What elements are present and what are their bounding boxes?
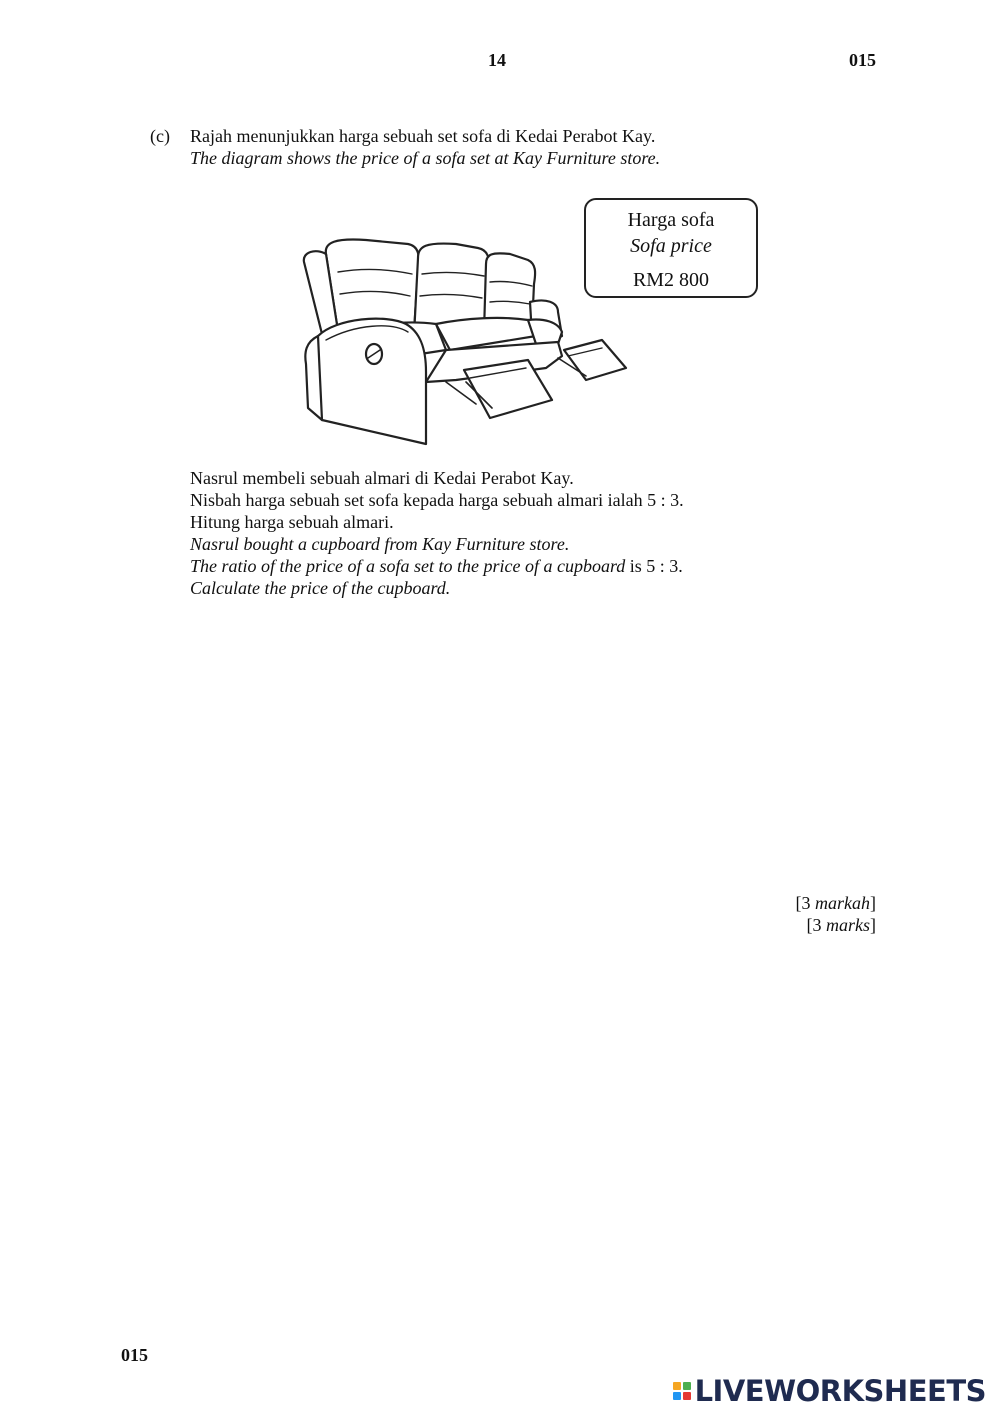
question-intro-english: The diagram shows the price of a sofa set at Kay Furniture store.: [190, 148, 661, 168]
logo-square: [683, 1392, 691, 1400]
marks-english-word: marks: [826, 915, 870, 935]
marks-malay-word: markah: [815, 893, 870, 913]
ratio-value: is 5 : 3.: [629, 556, 683, 576]
question-body: [190, 467, 684, 599]
marks-malay: [796, 892, 877, 914]
marks-malay-open: [3: [795, 893, 815, 913]
marks-english-open: [3: [806, 915, 826, 935]
body-english-line-3: Calculate the price of the cupboard.: [190, 578, 451, 598]
marks-english-close: ]: [870, 915, 876, 935]
logo-square: [673, 1392, 681, 1400]
body-english-line-2-text: The ratio of the price of a sofa set to the price of a cupboard: [190, 556, 630, 576]
price-label-english: Sofa price: [630, 235, 712, 257]
liveworksheets-watermark[interactable]: [673, 1373, 986, 1409]
sofa-price-tag: [584, 198, 758, 298]
page-number: 14: [488, 50, 506, 70]
marks-english: [796, 914, 877, 936]
logo-square: [673, 1382, 681, 1390]
marks-allocation: [796, 892, 877, 936]
body-english-line-1: Nasrul bought a cupboard from Kay Furniture store.: [190, 534, 570, 554]
paper-code-top: 015: [849, 50, 876, 70]
marks-malay-close: ]: [870, 893, 876, 913]
question-intro: [190, 125, 660, 169]
question-label: (c): [150, 126, 170, 146]
body-malay-line-2: Nisbah harga sebuah set sofa kepada harga sebuah almari ialah 5 : 3.: [190, 490, 684, 510]
paper-code-bottom: 015: [121, 1345, 148, 1365]
body-english-line-2: [190, 555, 684, 577]
price-value: RM2 800: [632, 269, 710, 291]
price-label-malay: Harga sofa: [627, 209, 715, 231]
body-malay-line-1: Nasrul membeli sebuah almari di Kedai Perabot Kay.: [190, 468, 574, 488]
logo-square: [683, 1382, 691, 1390]
liveworksheets-brand-text: LIVEWORKSHEETS: [694, 1374, 986, 1408]
body-malay-line-3: Hitung harga sebuah almari.: [190, 512, 394, 532]
liveworksheets-logo-icon: [673, 1382, 691, 1400]
question-intro-malay: Rajah menunjukkan harga sebuah set sofa di Kedai Perabot Kay.: [190, 126, 656, 146]
